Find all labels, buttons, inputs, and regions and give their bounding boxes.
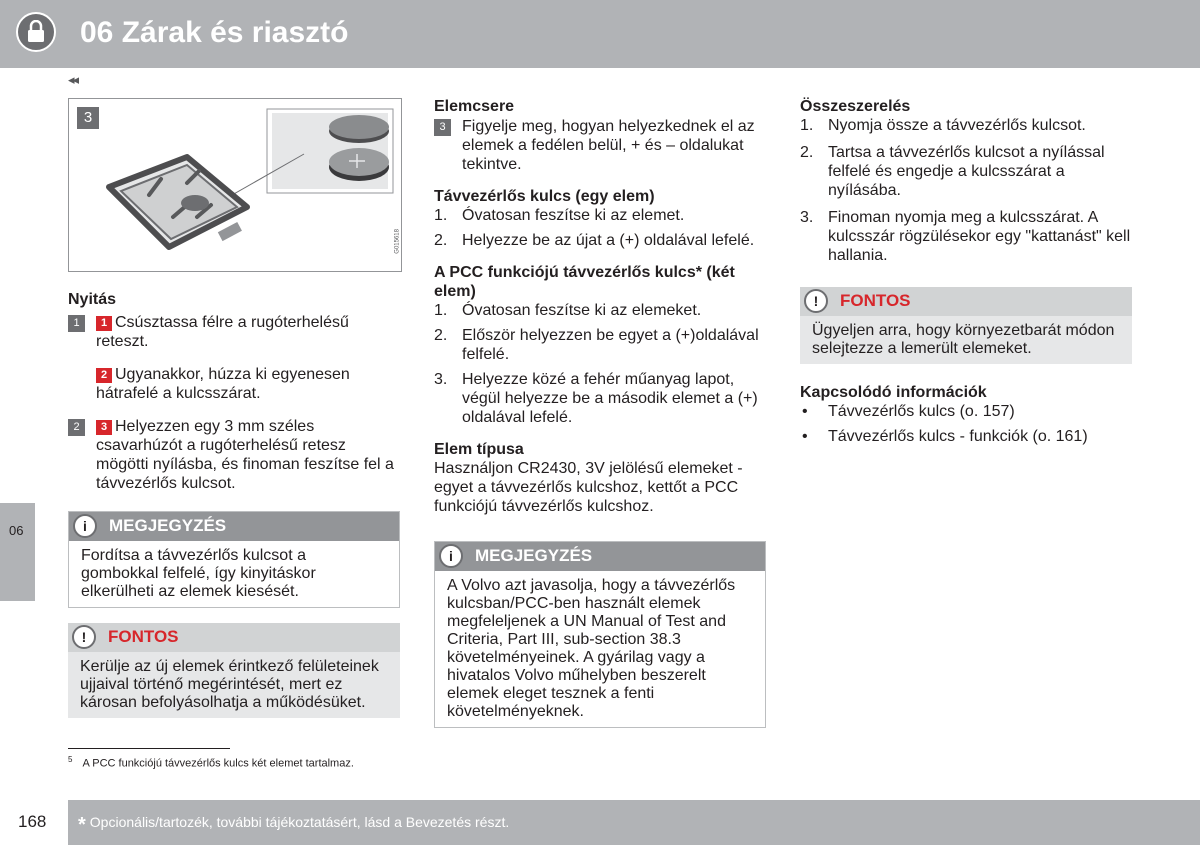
step-number-box: 2 <box>68 419 85 436</box>
exclamation-icon: ! <box>804 289 828 313</box>
assembly-list <box>800 116 1132 265</box>
footer-text: Opcionális/tartozék, további tájékoztatásért, lásd a Bevezetés részt. <box>89 814 510 830</box>
warning-title: FONTOS <box>108 627 179 646</box>
column-left <box>68 290 400 493</box>
warning-header <box>800 287 1132 316</box>
page-number: 168 <box>18 812 47 831</box>
list-item: 2. Először helyezzen be egyet a (+)oldalával felfelé. <box>434 327 759 363</box>
figure-code: G015618 <box>395 229 401 254</box>
list-item: 2. Tartsa a távvezérlős kulcsot a nyílással felfelé és engedje a kulcsszárat a nyílásába. <box>800 144 1105 199</box>
related-info-section <box>800 383 1132 446</box>
note-header <box>69 512 399 541</box>
related-link[interactable]: • Távvezérlős kulcs - funkciók (o. 161) <box>802 428 1088 445</box>
chapter-title: 06 Zárak és riasztó <box>80 16 349 49</box>
page-footer <box>68 800 1200 845</box>
section-heading-related: Kapcsolódó információk <box>800 384 987 401</box>
warning-title: FONTOS <box>840 291 911 310</box>
warning-body: Kerülje az új elemek érintkező felületeinek ujjaival történő megérintését, mert ez károsan befolyásolhatja a működésüket. <box>68 652 400 718</box>
step-text: Csúsztassa félre a rugóterhelésű reteszt. <box>96 314 349 350</box>
info-icon: i <box>73 514 97 538</box>
list-item: 3. Finoman nyomja meg a kulcsszárat. A kulcsszár rögzülésekor egy "kattanást" kell hallania. <box>800 209 1131 264</box>
battery-change-step <box>434 117 766 174</box>
arrow-marker-icon: 2 <box>96 368 112 383</box>
list-item: 1. Óvatosan feszítse ki az elemeket. <box>434 302 702 319</box>
footnote-text: A PCC funkciójú távvezérlős kulcs két elemet tartalmaz. <box>82 757 354 770</box>
section-heading-pcc-key: A PCC funkciójú távvezérlős kulcs* (két elem) <box>434 264 735 300</box>
info-icon: i <box>439 544 463 568</box>
arrow-marker-icon: 1 <box>96 316 112 331</box>
section-heading-battery-type: Elem típusa <box>434 441 524 458</box>
section-heading-battery-change: Elemcsere <box>434 98 515 115</box>
warning-callout-disposal <box>800 287 1132 364</box>
section-heading-single-battery: Távvezérlős kulcs (egy elem) <box>434 188 655 205</box>
section-heading-opening: Nyitás <box>68 291 117 308</box>
list-item: 3. Helyezze közé a fehér műanyag lapot, végül helyezze be a második elemet a (+) oldalával lefelé. <box>434 371 758 426</box>
footnote-number: 5 <box>68 755 73 764</box>
warning-callout <box>68 623 400 718</box>
note-title: MEGJEGYZÉS <box>475 546 593 565</box>
figure-reference-box: 3 <box>434 119 451 136</box>
key-fob-illustration <box>69 99 399 269</box>
step-1-sub <box>68 365 400 403</box>
step-2 <box>68 417 400 493</box>
figure-number: 3 <box>77 107 99 129</box>
section-heading-assembly: Összeszerelés <box>800 98 911 115</box>
step-text: Figyelje meg, hogyan helyezkednek el az elemek a fedélen belül, + és – oldalukat tekintve. <box>462 118 755 173</box>
footer-star: * <box>78 814 86 836</box>
chapter-side-tab[interactable] <box>0 503 35 601</box>
related-link[interactable]: • Távvezérlős kulcs (o. 157) <box>802 403 1015 420</box>
column-middle <box>434 97 766 516</box>
arrow-marker-icon: 3 <box>96 420 112 435</box>
step-1 <box>68 313 400 351</box>
note-body: Fordítsa a távvezérlős kulcsot a gombokkal felfelé, így kinyitáskor elkerülheti az elemek kiesését. <box>81 547 316 600</box>
footer-note <box>78 814 509 837</box>
list-item: 2. Helyezze be az újat a (+) oldalával lefelé. <box>434 232 755 249</box>
warning-header <box>68 623 400 652</box>
chapter-side-tab-label: 06 <box>9 523 24 538</box>
note-body: A Volvo azt javasolja, hogy a távvezérlős kulcsban/PCC-ben használt elemek megfeleljenek a UN Manual of Test and Criteria, Part III, sub-section 38.3 követelményeinek. A gyárilag vagy a hivatalos Volvo műhelyben beszerelt elemek eleget tesznek a fenti követelményeknek. <box>447 577 736 720</box>
page-header <box>0 0 1200 68</box>
note-header <box>435 542 765 571</box>
note-callout-volvo <box>434 541 766 728</box>
column-right <box>800 97 1132 265</box>
footnote <box>68 755 354 770</box>
list-item: 1. Nyomja össze a távvezérlős kulcsot. <box>800 117 1086 134</box>
note-title: MEGJEGYZÉS <box>109 516 227 535</box>
warning-body: Ügyeljen arra, hogy környezetbarát módon selejtezze a lemerült elemeket. <box>800 316 1132 364</box>
back-navigation-icon[interactable]: ◂◂ <box>68 72 78 87</box>
footnote-divider <box>68 748 230 749</box>
key-battery-figure <box>68 98 402 272</box>
note-callout <box>68 511 400 608</box>
exclamation-icon: ! <box>72 625 96 649</box>
battery-type-text: Használjon CR2430, 3V jelölésű elemeket - egyet a távvezérlős kulcshoz, kettőt a PCC funkciójú távvezérlős kulcshoz. <box>434 460 743 515</box>
lock-icon <box>16 12 56 52</box>
single-battery-list <box>434 206 766 250</box>
pcc-battery-list <box>434 301 766 427</box>
step-number-box: 1 <box>68 315 85 332</box>
list-item: 1. Óvatosan feszítse ki az elemet. <box>434 207 685 224</box>
step-text: Helyezzen egy 3 mm széles csavarhúzót a rugóterhelésű retesz mögötti nyílásba, és finoman feszítse fel a távvezérlős kulcsot. <box>96 418 394 492</box>
step-text: Ugyanakkor, húzza ki egyenesen hátrafelé a kulcsszárat. <box>96 366 350 402</box>
